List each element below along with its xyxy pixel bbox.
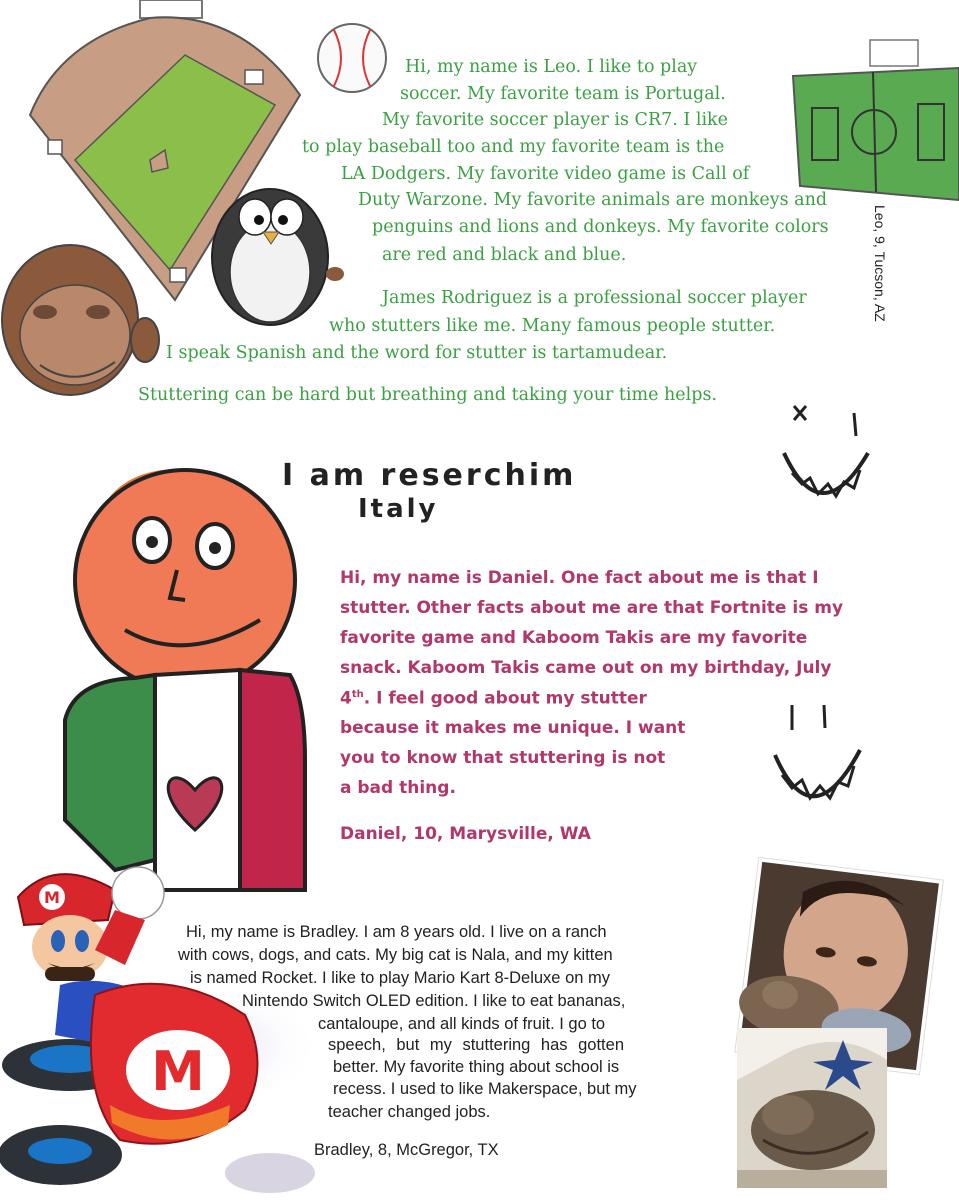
penguin-drawing <box>205 162 350 327</box>
bradley-text-line: cantaloupe, and all kinds of fruit. I go to <box>318 1015 606 1033</box>
daniel-text-line: stutter. Other facts about me are that Fortnite is my <box>340 598 844 618</box>
leo-text-line: Duty Warzone. My favorite animals are monkeys and <box>358 190 828 210</box>
leo-text-line: Hi, my name is Leo. I like to play <box>405 57 698 77</box>
leo-text-line: penguins and lions and donkeys. My favorite colors <box>372 217 829 237</box>
bradley-text-line: Hi, my name is Bradley. I am 8 years old. I live on a ranch <box>186 923 607 941</box>
leo-text-line: My favorite soccer player is CR7. I like <box>382 110 729 130</box>
daniel-text-line: because it makes me unique. I want <box>340 718 686 738</box>
daniel-day-number: 4 <box>340 688 352 709</box>
daniel-text-line: favorite game and Kaboom Takis are my favorite <box>340 628 808 648</box>
baseball-drawing <box>312 18 392 98</box>
daniel-text-line: you to know that stuttering is not <box>340 748 666 768</box>
leo-credit: Leo, 9, Tucson, AZ <box>872 205 888 322</box>
daniel-text-line: a bad thing. <box>340 778 456 798</box>
bradley-text-line: Nintendo Switch OLED edition. I like to eat bananas, <box>242 992 626 1010</box>
bradley-text-line: with cows, dogs, and cats. My big cat is Nala, and my kitten <box>178 946 613 964</box>
leo-text-line: who stutters like me. Many famous people stutter. <box>329 316 776 336</box>
daniel-text-line <box>340 690 647 708</box>
bradley-text-line: recess. I used to like Makerspace, but my <box>333 1080 637 1098</box>
drawing-handwriting: I am reserchim <box>282 458 577 493</box>
kart-emblem: M <box>151 1040 205 1103</box>
leo-text-line: James Rodriguez is a professional soccer player <box>382 288 807 308</box>
monkey-drawing <box>0 230 160 415</box>
daniel-text-line: Hi, my name is Daniel. One fact about me is that I <box>340 568 819 588</box>
boy-drawing <box>55 460 325 900</box>
smiley-face-drawing <box>776 398 876 528</box>
leo-text-line: to play baseball too and my favorite team is the <box>302 137 725 157</box>
daniel-text-fragment: . I feel good about my stutter <box>363 688 647 709</box>
daniel-text-line: snack. Kaboom Takis came out on my birthday, July <box>340 658 832 678</box>
soccer-field-drawing <box>788 38 959 203</box>
bradley-text-line: better. My favorite thing about school is <box>333 1058 620 1076</box>
smiley-face-drawing <box>770 700 870 820</box>
leo-text-line: soccer. My favorite team is Portugal. <box>400 84 726 104</box>
bradley-text-line: teacher changed jobs. <box>328 1103 491 1121</box>
leo-text-line: LA Dodgers. My favorite video game is Call of <box>341 164 750 184</box>
cap-emblem: M <box>44 888 60 907</box>
drawing-handwriting: Italy <box>358 494 439 524</box>
bradley-text-line: speech, but my stuttering has gotten <box>328 1036 624 1054</box>
daniel-ordinal-suffix: th <box>351 689 364 700</box>
leo-text-line: I speak Spanish and the word for stutter is tartamudear. <box>166 343 668 363</box>
bradley-text-line: is named Rocket. I like to play Mario Kart 8-Deluxe on my <box>190 969 611 987</box>
leo-text-line: Stuttering can be hard but breathing and taking your time helps. <box>138 385 718 405</box>
daniel-credit: Daniel, 10, Marysville, WA <box>340 824 591 844</box>
leo-text-line: are red and black and blue. <box>382 245 627 265</box>
mario-kart-illustration <box>0 855 320 1200</box>
bradley-credit: Bradley, 8, McGregor, TX <box>314 1141 499 1159</box>
photo-sleeping-cat <box>733 1020 893 1195</box>
